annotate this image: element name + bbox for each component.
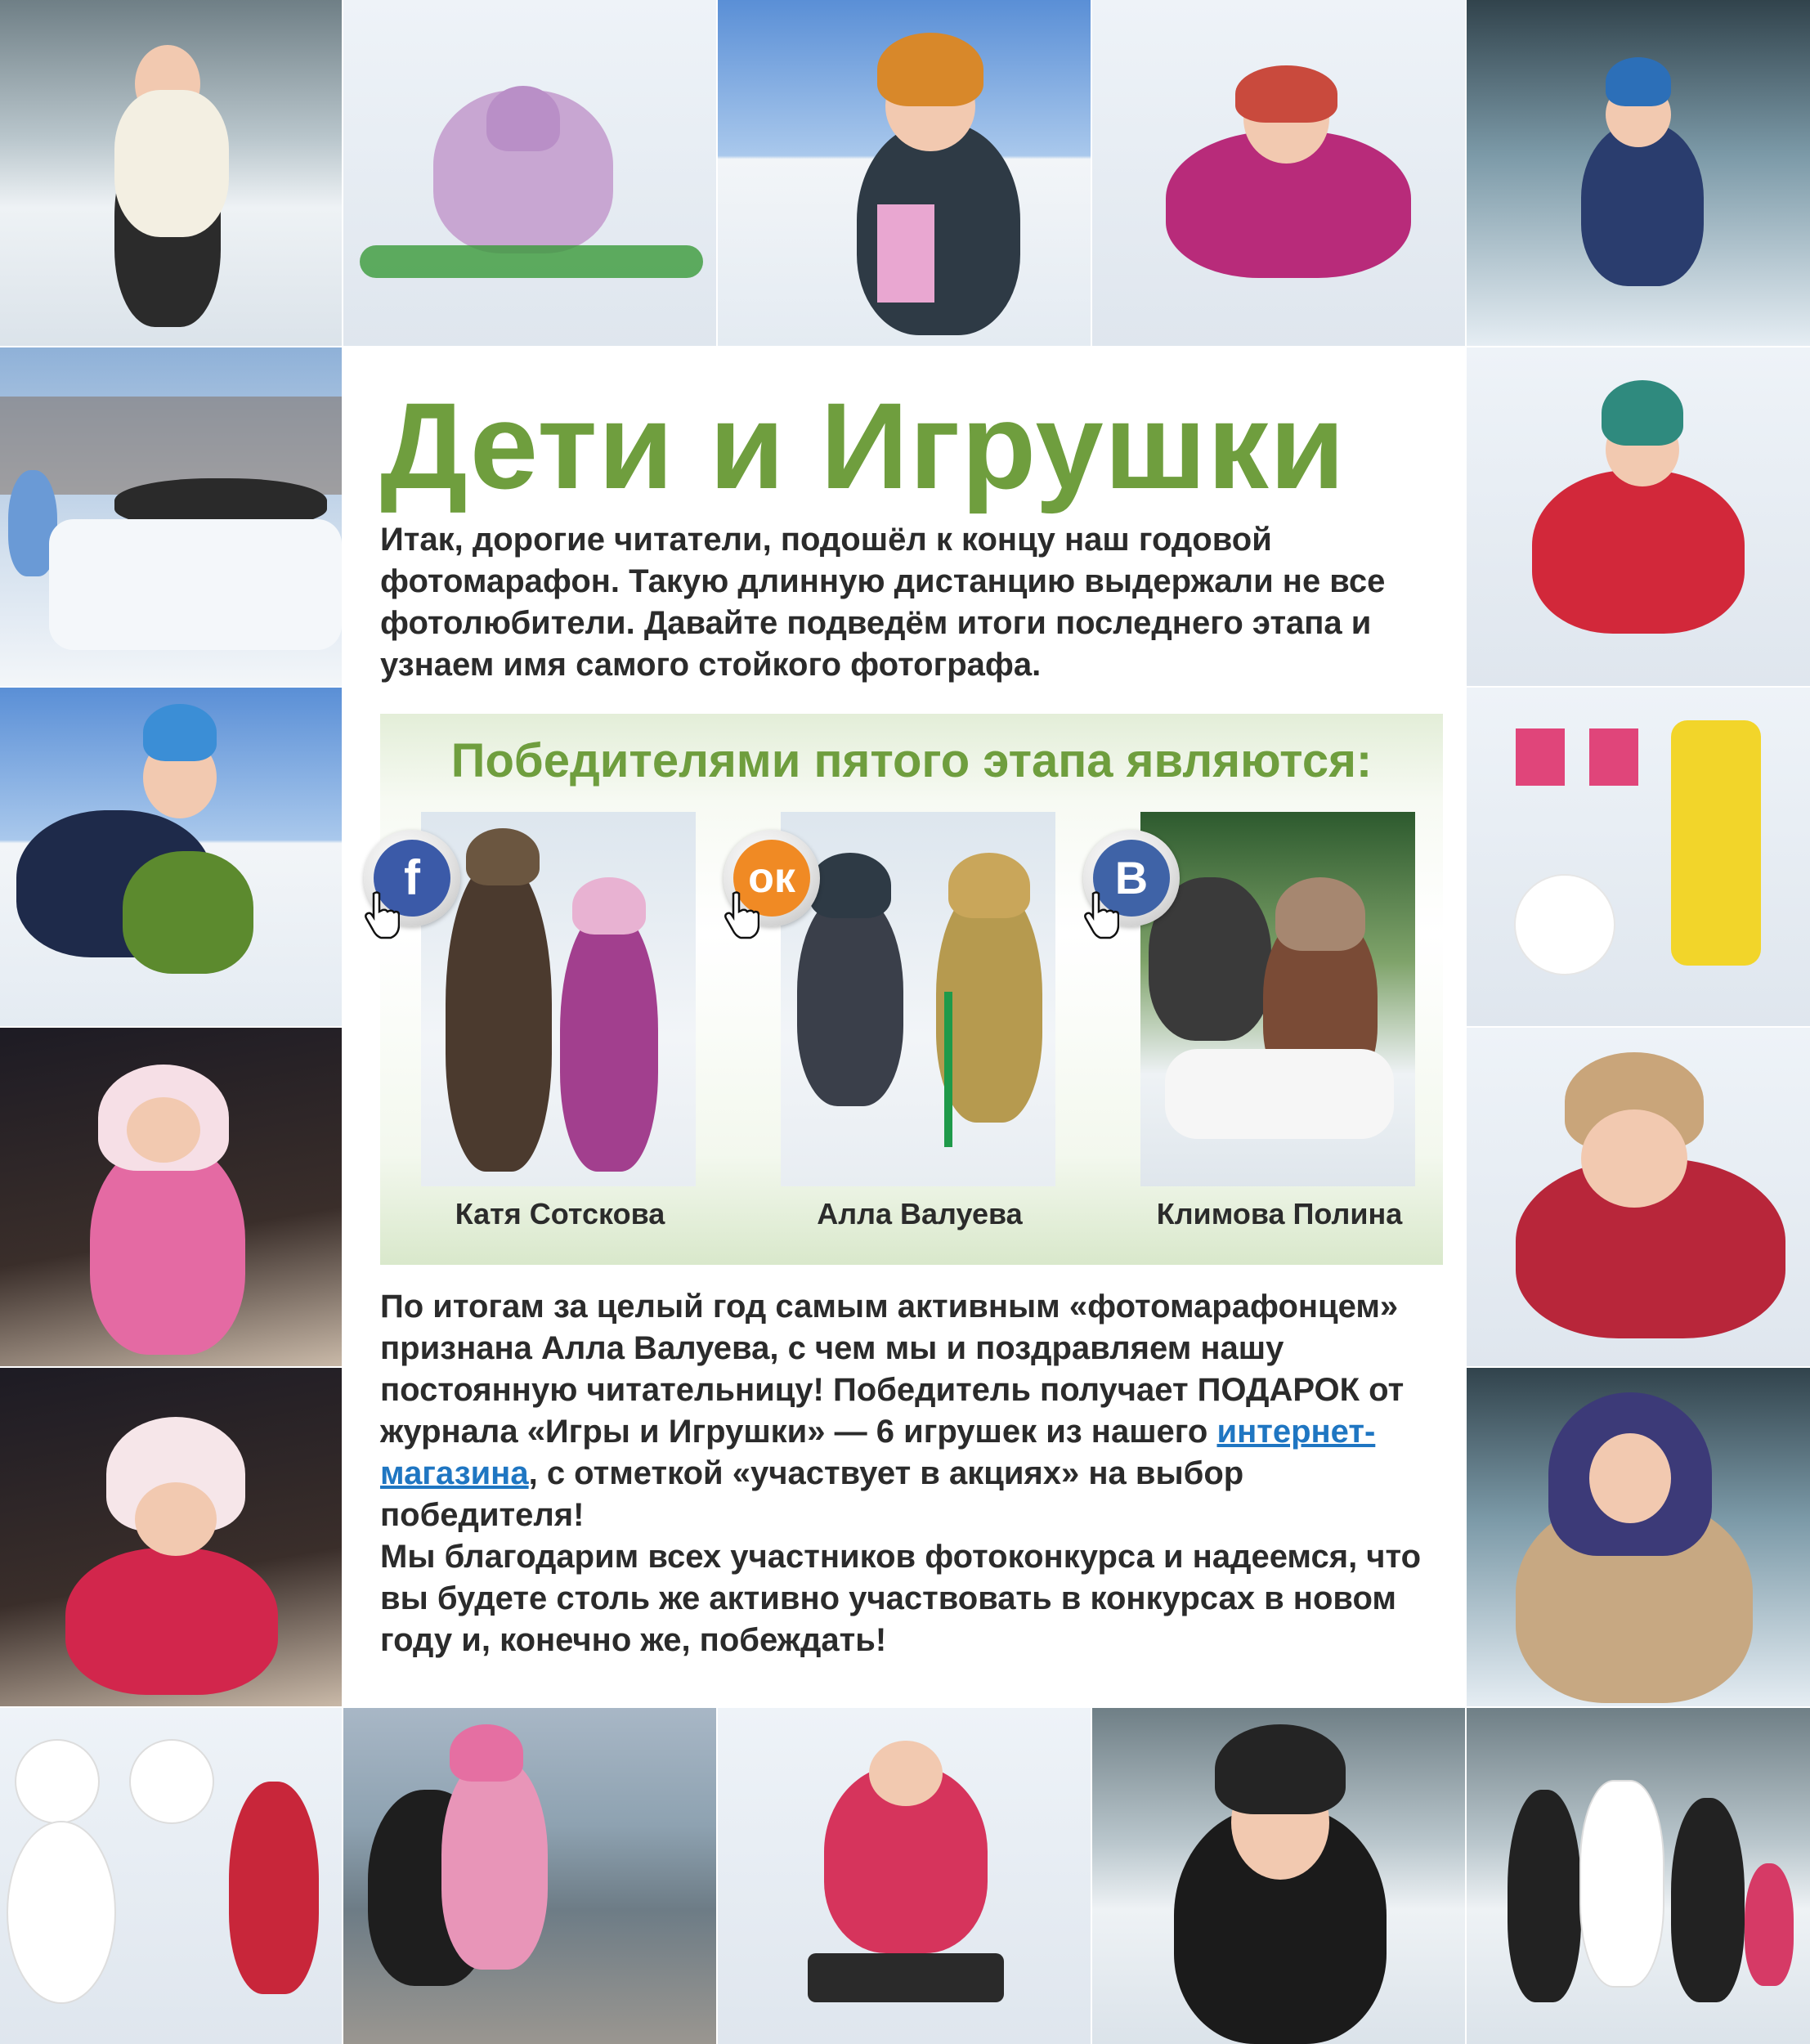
photo-tile-baby-snowsuit [343, 0, 716, 346]
photo-tile-mother-and-child [0, 688, 342, 1026]
winner-name-1: Катя Сотскова [455, 1197, 665, 1230]
winner-card-3 [1100, 812, 1459, 1237]
photo-tile-boy-blocks [718, 0, 1091, 346]
page-title: Дети и Игрушки [380, 377, 1346, 514]
online-store-link[interactable]: интернет-магазина [380, 1414, 1376, 1491]
photo-tile-girl-scarf-basket [1092, 0, 1465, 346]
vkontakte-icon: B [1093, 840, 1170, 917]
hand-cursor-icon [1082, 890, 1119, 939]
hand-cursor-icon [722, 890, 759, 939]
winner-name-3: Климова Полина [1156, 1197, 1403, 1230]
winners-section [380, 714, 1443, 1265]
photo-tile-girl-headscarf [1467, 1368, 1810, 1706]
photo-tile-family-snowman [1467, 1708, 1810, 2044]
winners-heading: Победителями пятого этапа являются: [450, 734, 1373, 787]
thanks-paragraph: Мы благодарим всех участников фотоконкурса и надеемся, что вы будете столь же активно участвовать в конкурсах в новом году и, конечно же, побеждать! [380, 1539, 1422, 1658]
hand-cursor-icon [362, 890, 400, 939]
winner-name-2: Алла Валуева [817, 1197, 1023, 1230]
photo-tile-sled-ride [718, 1708, 1091, 2044]
facebook-icon: f [374, 840, 450, 917]
photo-tile-boy-crawling [1467, 1028, 1810, 1366]
summary-text-part: По итогам за целый год самым активным «фотомарафонцем» признана Алла Валуева, с чем мы и поздравляем нашу постоянную читательницу! Победитель получает ПОДАРОК от журнала «Игры и Игрушки» — 6 игрушек из нашего [380, 1289, 1405, 1450]
winner-card-2 [740, 812, 1100, 1237]
photo-tile-girl-sled-red [1467, 347, 1810, 686]
photo-tile-girl-pompom-hat [0, 1368, 342, 1706]
summary-text [380, 1286, 1443, 1661]
odnoklassniki-icon: ок [733, 840, 810, 917]
summary-text-part: , с отметкой «участвует в акциях» на выбор победителя! [380, 1455, 1244, 1533]
winner-photo-2[interactable] [781, 812, 1055, 1186]
photo-tile-kids-snow-wall [0, 347, 342, 686]
winner-card-1 [380, 812, 740, 1237]
photo-tile-girl-shawl [0, 0, 342, 346]
photo-tile-toddler-pink-night [0, 1028, 342, 1366]
photo-tile-seaside [343, 1708, 716, 2044]
photo-tile-boy-blue-suit [1467, 0, 1810, 346]
winner-photo-3[interactable] [1140, 812, 1415, 1186]
article-panel [343, 347, 1465, 1706]
photo-tile-snowmen [0, 1708, 342, 2044]
photo-tile-boy-fur-coat [1092, 1708, 1465, 2044]
photo-tile-upside-down-snowman [1467, 688, 1810, 1026]
intro-paragraph: Итак, дорогие читатели, подошёл к концу наш годовой фотомарафон. Такую длинную дистанцию выдержали не все фотолюбители. Давайте подведём итоги последнего этапа и узнаем имя самого стойкого фотографа. [380, 522, 1386, 683]
winner-photo-1[interactable] [421, 812, 696, 1186]
